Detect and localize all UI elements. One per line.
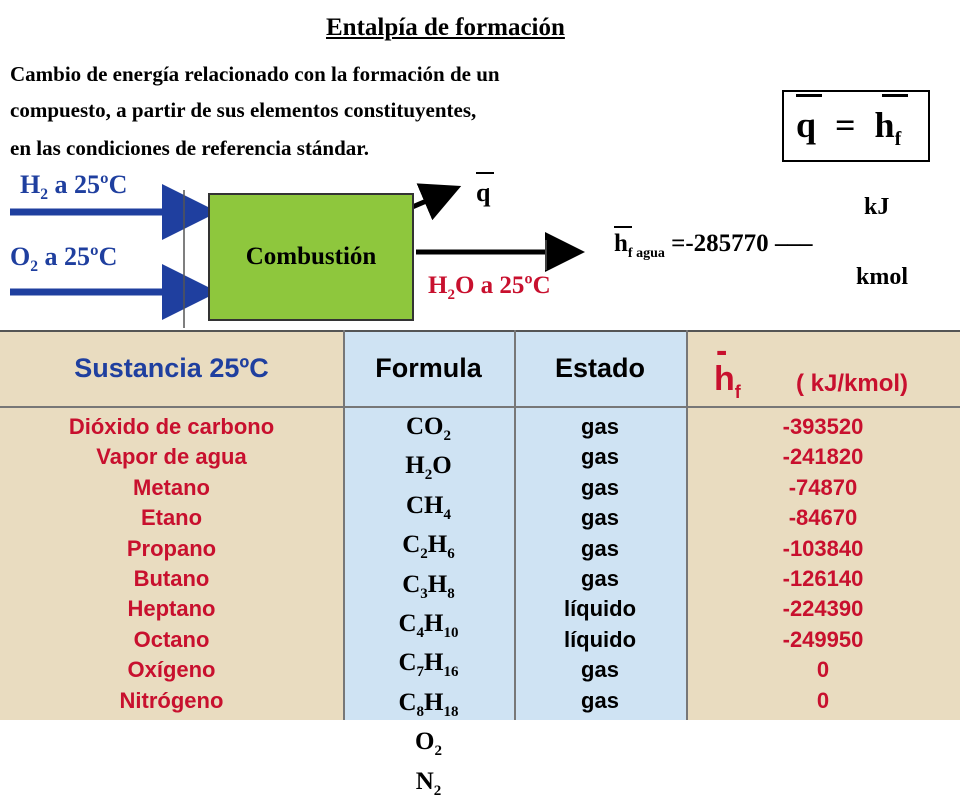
row-value: -241820 <box>782 444 864 470</box>
row-name: Heptano <box>127 596 216 622</box>
row-formula: $N_2$ <box>415 767 442 799</box>
row-value: 0 <box>816 657 830 683</box>
row-value: -74870 <box>788 474 858 500</box>
row-formula: $C_2H_6$ <box>402 531 455 563</box>
column-estado <box>514 330 686 720</box>
header-h: $h_f$ <box>714 360 741 402</box>
heat-label: q <box>476 178 491 207</box>
row-state: gas <box>581 657 619 683</box>
column-formula <box>343 330 514 799</box>
row-formula: $H_2O$ <box>405 452 452 484</box>
row-formula: $C_3H_8$ <box>402 570 455 602</box>
equation-h-sub: f <box>894 128 902 151</box>
heat-bar <box>476 172 494 174</box>
equation-equals: = <box>835 105 856 145</box>
h2o-output-label: $H_2O$ a 25ºC <box>428 272 551 303</box>
o2-input-label: $O_2$ a 25ºC <box>10 242 118 276</box>
column-divider <box>514 330 516 720</box>
row-formula: $C_7H_{16}$ <box>398 649 459 681</box>
row-state: gas <box>581 414 619 439</box>
row-name: Oxígeno <box>127 657 216 683</box>
state-cells <box>514 412 686 716</box>
h-bar <box>882 94 908 97</box>
row-formula: $CO_2$ <box>406 413 451 444</box>
row-value: -84670 <box>788 505 858 531</box>
row-name: Butano <box>133 566 210 592</box>
row-value: -126140 <box>782 566 864 592</box>
formula-cells <box>343 412 514 806</box>
row-state: gas <box>581 566 619 592</box>
equation <box>796 104 901 151</box>
combustion-label: Combustión <box>245 243 377 270</box>
h2-input-label: $H_2$ a 25ºC <box>20 170 128 204</box>
row-value: -224390 <box>782 596 864 622</box>
row-state: líquido <box>563 596 637 622</box>
column-divider <box>686 330 688 720</box>
table-top-border <box>0 330 960 332</box>
row-formula: $O_2$ <box>415 728 442 760</box>
header-divider <box>0 406 960 408</box>
value-cells <box>686 412 960 716</box>
row-state: gas <box>581 444 619 470</box>
enthalpy-table <box>0 330 960 799</box>
row-name: Metano <box>133 474 210 500</box>
column-divider <box>343 330 345 720</box>
unit-kj: kJ <box>864 194 890 220</box>
row-formula: $CH_4$ <box>406 491 451 523</box>
row-value: -393520 <box>782 414 864 439</box>
row-name: Propano <box>126 535 217 561</box>
header-formula: Formula <box>375 352 482 383</box>
row-name: Octano <box>133 626 210 652</box>
header-sustancia: Sustancia 25ºC <box>74 352 269 383</box>
row-state: líquido <box>563 626 637 652</box>
row-value: 0 <box>816 687 830 713</box>
header-h-bar: - <box>716 332 728 370</box>
row-state: gas <box>581 505 619 531</box>
column-sustancia <box>0 330 343 720</box>
hf-agua-bar <box>614 226 632 228</box>
combustion-box <box>208 193 414 321</box>
description-line-2: compuesto, a partir de sus elementos constituyentes, <box>10 98 477 122</box>
row-name: Etano <box>140 505 203 531</box>
column-enthalpy <box>686 330 960 720</box>
hf-agua: $h_{f agua} =-285770$ ––– <box>614 230 813 261</box>
equation-q: q <box>796 105 817 145</box>
row-value: -249950 <box>782 626 864 652</box>
equation-box <box>782 90 930 162</box>
row-value: -103840 <box>782 535 864 561</box>
unit-kmol: kmol <box>856 264 909 290</box>
row-name: Dióxido de carbono <box>68 414 275 439</box>
description-line-3: en las condiciones de referencia stándar. <box>10 136 369 160</box>
row-formula: $C_4H_{10}$ <box>398 610 459 642</box>
header-estado: Estado <box>554 352 646 383</box>
row-state: gas <box>581 474 619 500</box>
row-state: gas <box>581 535 619 561</box>
row-name: Nitrógeno <box>119 687 224 713</box>
row-formula: $C_8H_{18}$ <box>398 688 459 720</box>
header-unit: ( kJ/kmol) <box>796 370 909 397</box>
description-line-1: Cambio de energía relacionado con la formación de un <box>10 62 500 86</box>
page-title: Entalpía de formación <box>326 14 565 41</box>
names-cells <box>0 412 343 716</box>
q-bar <box>796 94 822 97</box>
row-name: Vapor de agua <box>96 444 247 470</box>
equation-h: h <box>874 105 895 145</box>
row-state: gas <box>581 687 619 713</box>
